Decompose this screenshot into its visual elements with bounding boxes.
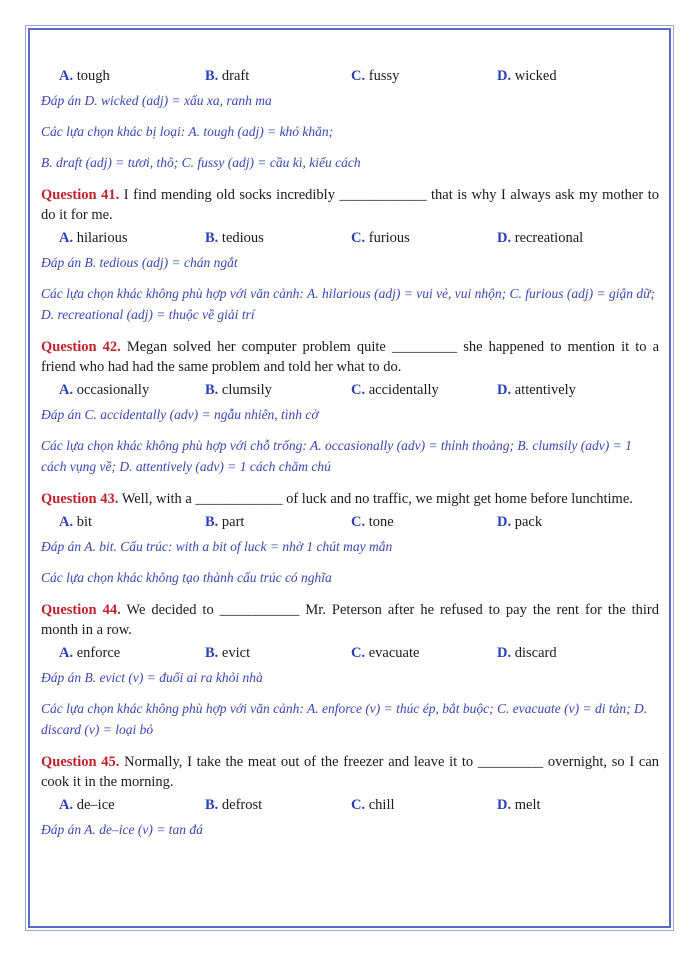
options-row [59,643,659,663]
option-a: A. de–ice [59,797,115,813]
answer-explanation: Đáp án B. tedious (adj) = chán ngắt [41,255,238,270]
options-row [59,512,659,532]
option-b: B. clumsily [205,382,272,398]
question-41: Question 41. I find mending old socks incredibly ____________ that is why I always ask my mother to do it for me. [41,187,660,223]
answer-explanation: Đáp án D. wicked (adj) = xấu xa, ranh ma [41,93,272,108]
option-c: C. accidentally [351,382,439,398]
answer-explanation: Đáp án A. bit. Cấu trúc: with a bit of luck = nhờ 1 chút may mắn [41,539,393,554]
option-a: A. enforce [59,645,121,661]
option-b: B. defrost [205,797,263,813]
option-b: B. tedious [205,230,264,246]
option-a: A. tough [59,68,110,84]
option-c: C. tone [351,514,394,530]
question-45: Question 45. Normally, I take the meat out of the freezer and leave it to _________ overnight, so I can cook it in the morning. [41,754,660,790]
option-d: D. melt [497,797,541,813]
question-43: Question 43. Well, with a ____________ of luck and no traffic, we might get home before lunchtime. [41,491,633,507]
option-d: D. discard [497,645,557,661]
options-row [59,66,659,86]
options-row [59,228,659,248]
option-d: D. pack [497,514,543,530]
options-row [59,380,659,400]
answer-explanation: Đáp án B. evict (v) = đuổi ai ra khỏi nhà [41,670,263,685]
option-a: A. occasionally [59,382,150,398]
question-44: Question 44. We decided to ___________ Mr. Peterson after he refused to pay the rent for the third month in a row. [41,602,659,638]
other-options-note: B. draft (adj) = tươi, thô; C. fussy (adj) = cầu kì, kiểu cách [41,155,361,170]
option-d: D. wicked [497,68,557,84]
other-options-note: Các lựa chọn khác không phù hợp với văn cảnh: A. enforce (v) = thúc ép, bắt buộc; C. evacuate (v) = di tản; D. discard (v) = loại bỏ [41,701,648,737]
question-42: Question 42. Megan solved her computer problem quite _________ she happened to mention it to a friend who had had the same problem and told her what to do. [41,339,659,375]
option-b: B. draft [205,68,250,84]
options-row [59,795,659,815]
option-c: C. fussy [351,68,400,84]
option-d: D. attentively [497,382,576,398]
other-options-note: Các lựa chọn khác không phù hợp với văn cảnh: A. hilarious (adj) = vui vẻ, vui nhộn; C. furious (adj) = giận dữ; D. recreational (adj) = thuộc về giải trí [41,286,656,322]
option-b: B. part [205,514,245,530]
answer-explanation: Đáp án A. de–ice (v) = tan đá [41,822,203,837]
other-options-note: Các lựa chọn khác không phù hợp với chỗ trống: A. occasionally (adv) = thỉnh thoảng; B. clumsily (adv) = 1 cách vụng về; D. attentively (adv) = 1 cách chăm chú [41,438,632,474]
other-options-note: Các lựa chọn khác bị loại: A. tough (adj) = khó khăn; [41,124,334,139]
option-a: A. bit [59,514,93,530]
other-options-note: Các lựa chọn khác không tạo thành cấu trúc có nghĩa [41,570,332,585]
option-c: C. furious [351,230,410,246]
page-content [41,66,659,840]
option-c: C. evacuate [351,645,420,661]
option-d: D. recreational [497,230,584,246]
option-c: C. chill [351,797,395,813]
answer-explanation: Đáp án C. accidentally (adv) = ngẫu nhiên, tình cờ [41,407,319,422]
option-a: A. hilarious [59,230,128,246]
option-b: B. evict [205,645,251,661]
